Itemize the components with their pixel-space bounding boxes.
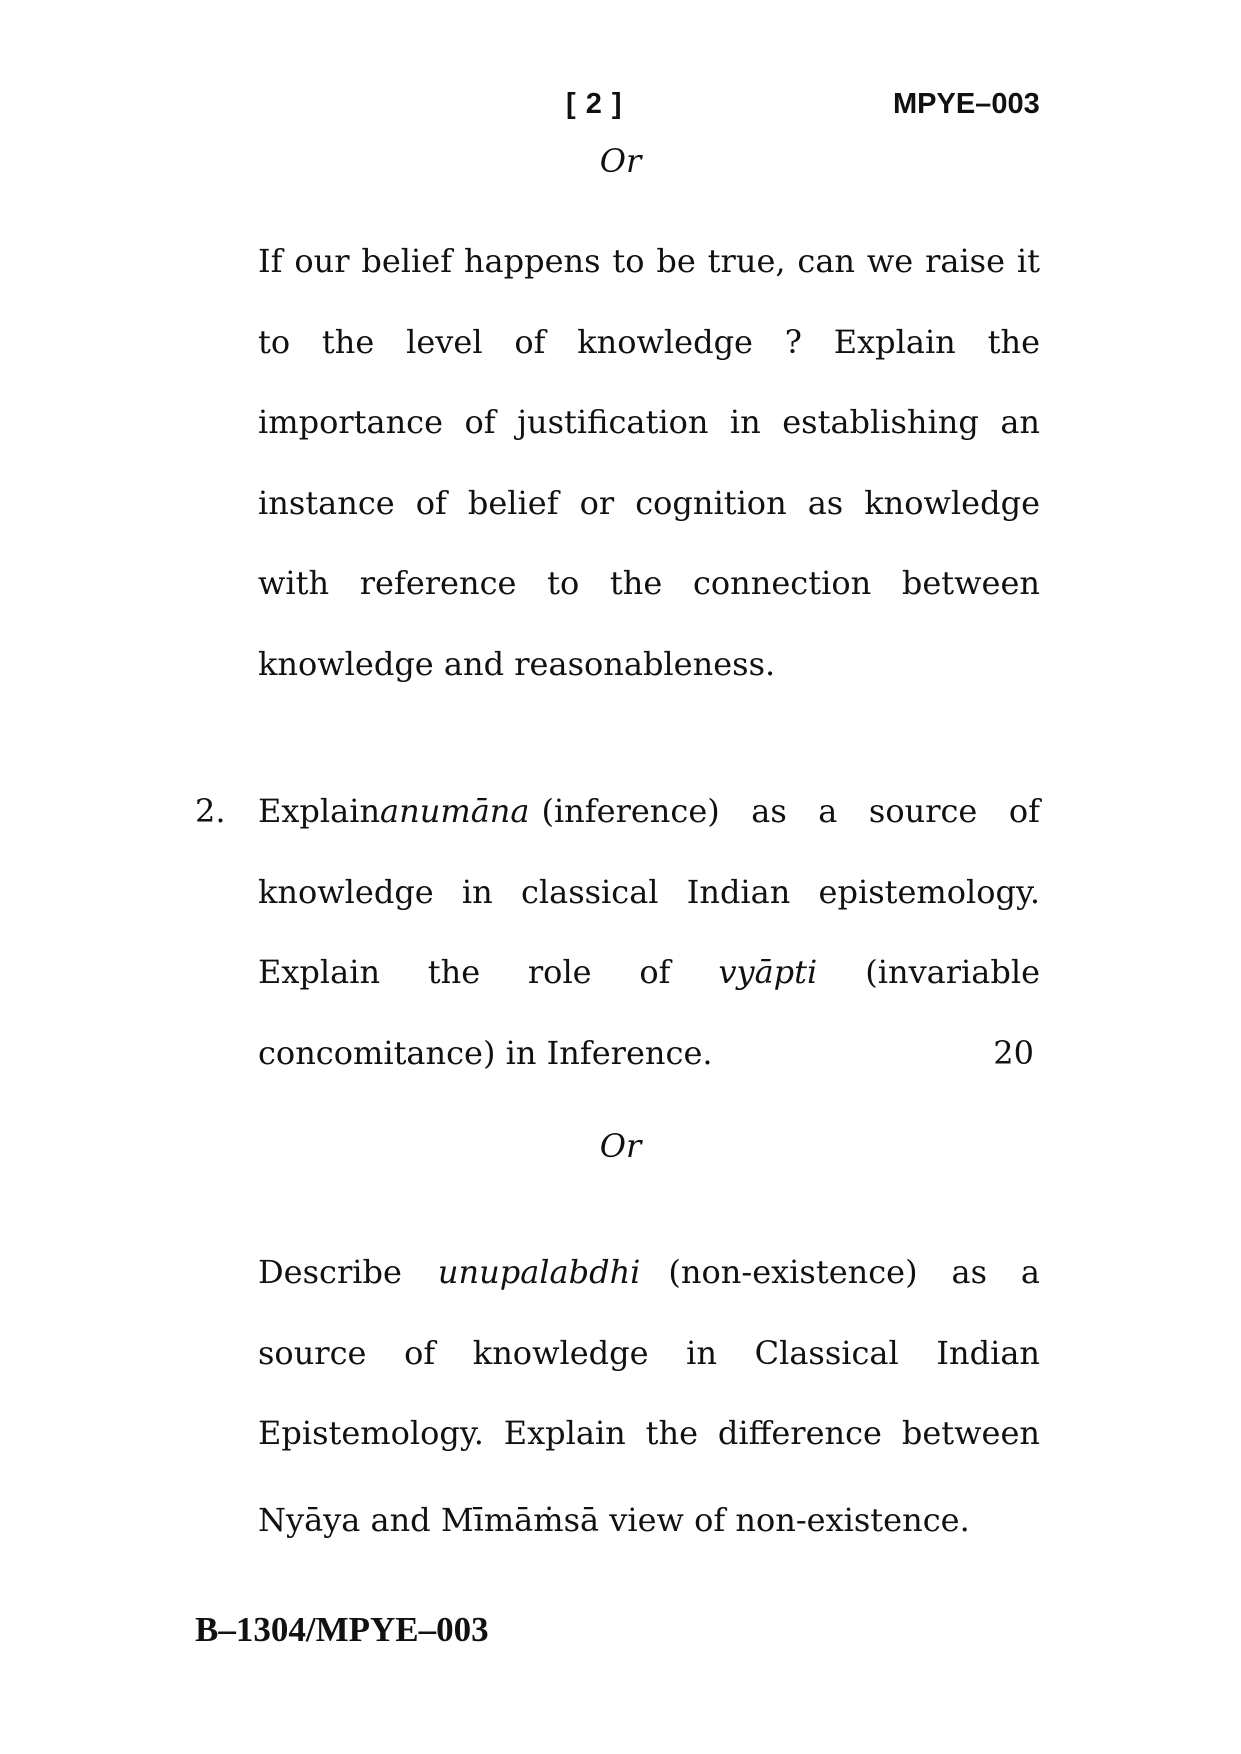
question-number: 2. (195, 792, 226, 830)
sanskrit-term: unupalabdhi (437, 1253, 641, 1291)
text-line: knowledge and reasonableness. (258, 644, 776, 683)
text-line: knowledge in classical Indian epistemology. (258, 872, 1040, 911)
page-number: [ 2 ] (566, 88, 623, 120)
text-line: Explain the role of vyāpti (invariable (258, 952, 1040, 1033)
paper-code-header: MPYE–003 (893, 88, 1040, 120)
text-line: instance of belief or cognition as knowledge (258, 483, 1040, 522)
text-line: If our belief happens to be true, can we raise it (258, 242, 1040, 280)
marks: 20 (993, 1033, 1034, 1072)
question-2-alternative (258, 1252, 1040, 1580)
text-line: Explain anumāna (inference) as a source of (258, 791, 1040, 872)
text-line: with reference to the connection between (258, 564, 1040, 602)
text-line: Epistemology. Explain the difference between (258, 1414, 1040, 1452)
text-line: source of knowledge in Classical Indian (258, 1333, 1040, 1372)
text-line: to the level of knowledge ? Explain the (258, 322, 1040, 361)
sanskrit-term: vyāpti (718, 953, 818, 991)
text-line: importance of justification in establishing an (258, 403, 1040, 441)
footer-paper-code: B–1304/MPYE–003 (195, 1610, 489, 1649)
sanskrit-term: anumāna (380, 792, 530, 830)
text-line: concomitance) in Inference. 20 (258, 1033, 1034, 1072)
or-divider: Or (599, 1127, 642, 1165)
question-1-alternative (258, 241, 1040, 724)
or-divider: Or (599, 142, 642, 180)
question-2 (258, 791, 1040, 1113)
text-line: Nyāya and Mīmāṁsā view of non-existence. (258, 1500, 970, 1539)
text-line: Describe unupalabdhi (non-existence) as a (258, 1252, 1040, 1333)
